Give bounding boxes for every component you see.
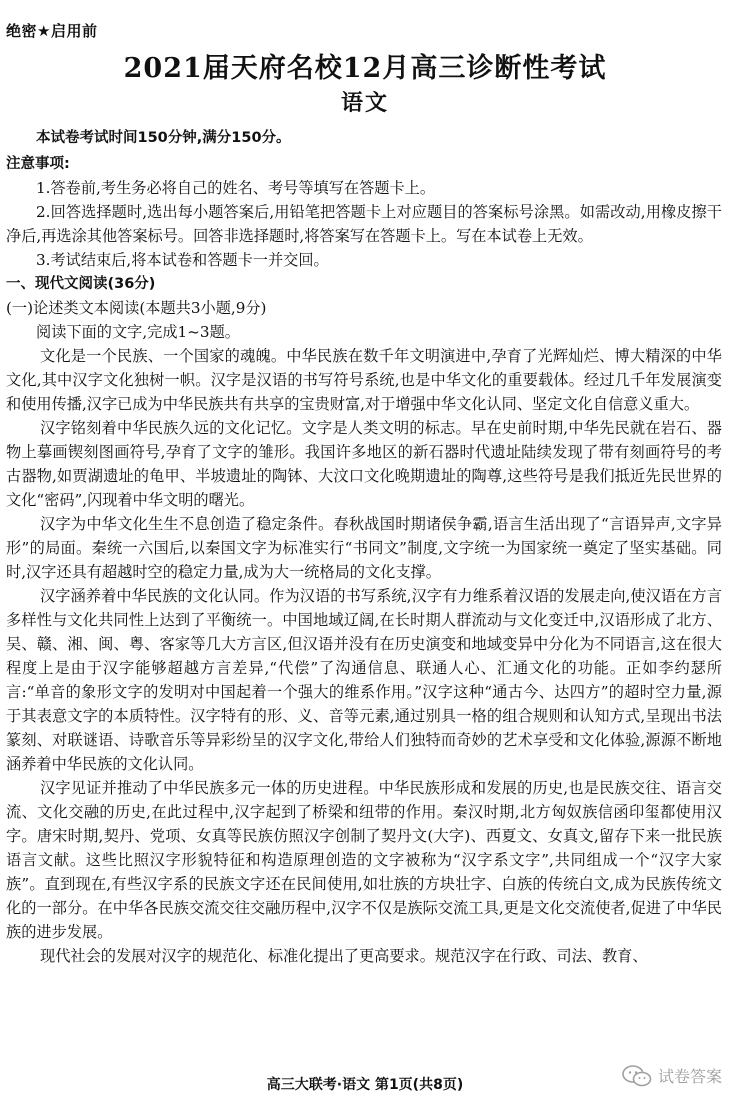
notice-heading: 注意事项: [6,156,70,172]
subject-title: 语文 [340,90,389,116]
section-heading: 一、现代文阅读(36分) [6,276,156,292]
watermark-text: 试卷答案 [657,1067,722,1086]
page-footer: 高三大联考·语文 第1页(共8页) [266,1077,464,1093]
notice-item-3: 3.考试结束后,将本试卷和答题卡一并交回。 [36,251,329,269]
reading-instruction: 阅读下面的文字,完成1~3题。 [36,323,240,341]
secret-mark: 绝密★启用前 [6,22,98,40]
notice-item-1: 1.答卷前,考生务必将自己的姓名、考号等填写在答题卡上。 [36,179,436,197]
notice-item-2: 2.回答选择题时,选出每小题答案后,用铅笔把答题卡上对应题目的答案标号涂黑。如需改动,用橡皮擦干净后,再选涂其他答案标号。回答非选择题时,将答案写在答题卡上。写在本试卷上无效。 [6,203,722,245]
page-title: 2021届天府名校12月高三诊断性考试 [123,53,607,84]
paragraph-2: 汉字铭刻着中华民族久远的文化记忆。文字是人类文明的标志。早在史前时期,中华先民就在岩石、器物上摹画锲刻图画符号,孕育了文字的雏形。我国许多地区的新石器时代遗址陆续发现了带有刻画符号的考古器物,如贾湖遗址的龟甲、半坡遗址的陶钵、大汶口文化晚期遗址的陶尊,这些符号是我们抵近先民世界的文化“密码”,闪现着中华文明的曙光。 [6,419,722,509]
paragraph-6: 现代社会的发展对汉字的规范化、标准化提出了更高要求。规范汉字在行政、司法、教育、 [40,947,648,965]
exam-info: 本试卷考试时间150分钟,满分150分。 [36,130,291,146]
paragraph-3: 汉字为中华文化生生不息创造了稳定条件。春秋战国时期诸侯争霸,语言生活出现了“言语异声,文字异形”的局面。秦统一六国后,以秦国文字为标准实行“书同文”制度,文字统一为国家统一奠定了坚实基础。同时,汉字还具有超越时空的稳定力量,成为大一统格局的文化支撑。 [6,515,722,581]
paragraph-5: 汉字见证并推动了中华民族多元一体的历史进程。中华民族形成和发展的历史,也是民族交往、语言交流、文化交融的历史,在此过程中,汉字起到了桥梁和纽带的作用。秦汉时期,北方匈奴族信函印玺都使用汉字。唐宋时期,契丹、党项、女真等民族仿照汉字创制了契丹文(大字)、西夏文、女真文,留存下来一批民族语言文献。这些比照汉字形貌特征和构造原理创造的文字被称为“汉字系文字”,共同组成一个“汉字大家族”。直到现在,有些汉字系的民族文字还在民间使用,如壮族的方块壮字、白族的传统白文,成为民族传统文化的一部分。在中华各民族交流交往交融历程中,汉字不仅是族际交流工具,更是文化交流使者,促进了中华民族的进步发展。 [6,779,722,941]
wechat-icon [622,1065,652,1087]
watermark [622,1064,722,1087]
paragraph-1: 文化是一个民族、一个国家的魂魄。中华民族在数千年文明演进中,孕育了光辉灿烂、博大精深的中华文化,其中汉字文化独树一帜。汉字是汉语的书写符号系统,也是中华文化的重要载体。经过几千年发展演变和使用传播,汉字已成为中华民族共有共享的宝贵财富,对于增强中华文化认同、坚定文化自信意义重大。 [6,347,722,413]
section-subheading: (一)论述类文本阅读(本题共3小题,9分) [6,299,267,317]
exam-body [6,126,722,968]
paragraph-4: 汉字涵养着中华民族的文化认同。作为汉语的书写系统,汉字有力维系着汉语的发展走向,使汉语在方言多样性与文化共同性上达到了平衡统一。中国地域辽阔,在长时期人群流动与文化变迁中,汉语形成了北方、吴、赣、湘、闽、粤、客家等几大方言区,但汉语并没有在历史演变和地域变异中分化为不同语言,这在很大程度上是由于汉字能够超越方言差异,“代偿”了沟通信息、联通人心、汇通文化的功能。正如李约瑟所言:“单音的象形文字的发明对中国起着一个强大的维系作用。”汉字这种“通古今、达四方”的超时空力量,源于其表意文字的本质特性。汉字特有的形、义、音等元素,通过别具一格的组合规则和认知方式,呈现出书法篆刻、对联谜语、诗歌音乐等异彩纷呈的汉字文化,带给人们独特而奇妙的艺术享受和文化体验,源源不断地涵养着中华民族的文化认同。 [6,587,722,773]
